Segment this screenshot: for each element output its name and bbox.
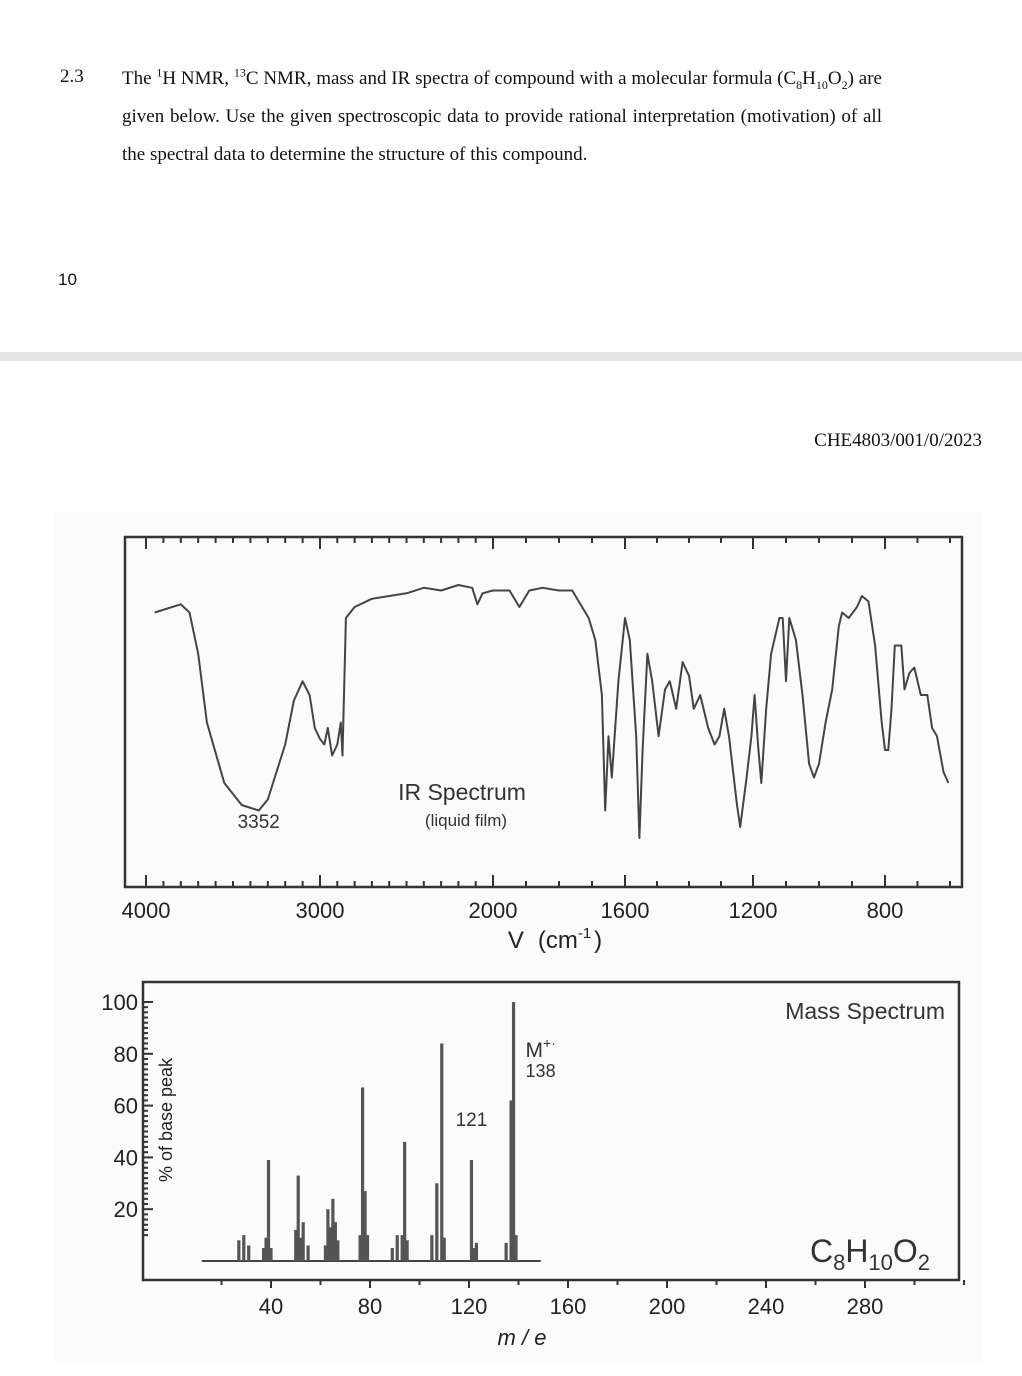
ir-x-tick-label: 4000	[121, 898, 171, 923]
ms-y-axis-label: % of base peak	[156, 1057, 176, 1183]
ir-spectrum-trace	[155, 585, 949, 838]
ms-peak-bar	[435, 1183, 438, 1261]
question-rest: ) are given below. Use the given spectroscopic data to provide rational interpretation (motivation) of all the spectral data to determine the structure of this compound.	[122, 68, 882, 165]
ms-peak-bar	[406, 1240, 409, 1261]
c-nmr-text: C NMR, mass and IR spectra of compound with a molecular formula (C	[245, 68, 797, 89]
ms-peak-bar	[267, 1160, 270, 1261]
ms-peak-bar	[391, 1248, 394, 1261]
formula-h: H	[845, 1233, 869, 1269]
h-symbol: H	[802, 68, 816, 89]
ms-x-axis-label: m / e	[497, 1325, 547, 1350]
ms-m-charge: +·	[543, 1035, 556, 1051]
ms-peak-bar	[396, 1235, 399, 1261]
ms-peak-bar	[440, 1043, 443, 1261]
ir-x-axis-label	[508, 925, 602, 954]
ir-x-axis-exponent: -1	[577, 925, 592, 942]
ms-peak-bar	[242, 1235, 245, 1261]
ms-y-tick-label: 60	[113, 1093, 138, 1119]
ir-x-tick-label: 2000	[468, 898, 518, 923]
ir-x-tick-label: 1200	[728, 898, 778, 923]
ir-plot-frame	[125, 537, 962, 887]
ms-peak-bar	[366, 1235, 369, 1261]
formula-sub-8: 8	[833, 1250, 846, 1275]
ir-x-tick-labels	[122, 898, 904, 923]
h-subscript: 10	[815, 77, 828, 92]
ms-m-letter: M	[525, 1039, 544, 1062]
ir-title: IR Spectrum	[398, 779, 526, 805]
ms-x-tick-label: 280	[846, 1294, 884, 1319]
ir-x-axis-symbol: V	[507, 927, 524, 954]
ms-peak-bar	[430, 1235, 433, 1261]
ms-molecular-formula	[810, 1233, 930, 1275]
ms-x-tick-label: 240	[747, 1294, 785, 1319]
ms-peak-bar	[512, 1002, 515, 1261]
c13-superscript: 13	[233, 65, 246, 80]
ms-peak-bar	[307, 1245, 310, 1261]
document-code: CHE4803/001/0/2023	[814, 430, 982, 451]
ms-peak-bar	[237, 1240, 240, 1261]
ms-peak-bar	[269, 1248, 272, 1261]
ms-peak-bar	[470, 1160, 473, 1261]
ir-x-tick-label: 3000	[295, 898, 345, 923]
ms-y-tick-labels	[101, 990, 138, 1222]
ms-y-tick-label: 100	[101, 990, 138, 1015]
ir-peak-label-3352: 3352	[237, 812, 280, 833]
ms-x-tick-label: 160	[549, 1294, 587, 1319]
ir-x-tick-label: 800	[866, 898, 904, 923]
h-nmr-text: H NMR,	[162, 68, 234, 89]
ms-peak-bar	[505, 1243, 508, 1261]
ms-x-tick-label: 40	[258, 1294, 284, 1319]
ms-x-tick-labels	[259, 1294, 884, 1319]
ms-peak-bar	[247, 1245, 250, 1261]
ms-molecular-ion-value: 138	[525, 1061, 556, 1081]
ir-x-axis-unit: (cm	[537, 927, 578, 954]
ir-x-tick-label: 1600	[600, 898, 650, 923]
formula-o: O	[892, 1233, 918, 1269]
c-subscript: 8	[796, 77, 803, 92]
ms-y-tick-label: 40	[113, 1145, 138, 1171]
formula-sub-10: 10	[868, 1250, 893, 1275]
ms-y-tick-label: 80	[113, 1041, 138, 1067]
question-intro: The	[122, 68, 157, 89]
ms-x-tick-label: 80	[357, 1294, 383, 1319]
ms-plot-frame	[143, 982, 959, 1280]
ms-peaks	[237, 1002, 517, 1261]
ms-x-tick-label: 120	[450, 1294, 488, 1319]
question-number: 2.3	[60, 66, 84, 87]
ms-title: Mass Spectrum	[785, 998, 945, 1024]
ir-x-axis-close: )	[594, 927, 603, 954]
o-subscript: 2	[841, 77, 848, 92]
page-number: 10	[58, 270, 77, 289]
ir-subtitle: (liquid film)	[424, 811, 508, 830]
ms-peak-bar	[336, 1240, 339, 1261]
formula-sub-2: 2	[917, 1250, 931, 1275]
formula-c: C	[809, 1233, 834, 1269]
ms-peak-bar	[443, 1238, 446, 1261]
ms-fragment-label-121: 121	[455, 1109, 488, 1131]
ms-y-tick-label: 20	[113, 1197, 138, 1223]
ms-peak-bar	[475, 1243, 478, 1261]
ms-peak-bar	[302, 1222, 305, 1261]
ms-x-tick-label: 200	[648, 1294, 686, 1319]
ms-peak-bar	[514, 1235, 517, 1261]
o-symbol: O	[827, 68, 842, 89]
h1-superscript: 1	[156, 65, 163, 80]
ms-molecular-ion-label	[526, 1035, 556, 1062]
